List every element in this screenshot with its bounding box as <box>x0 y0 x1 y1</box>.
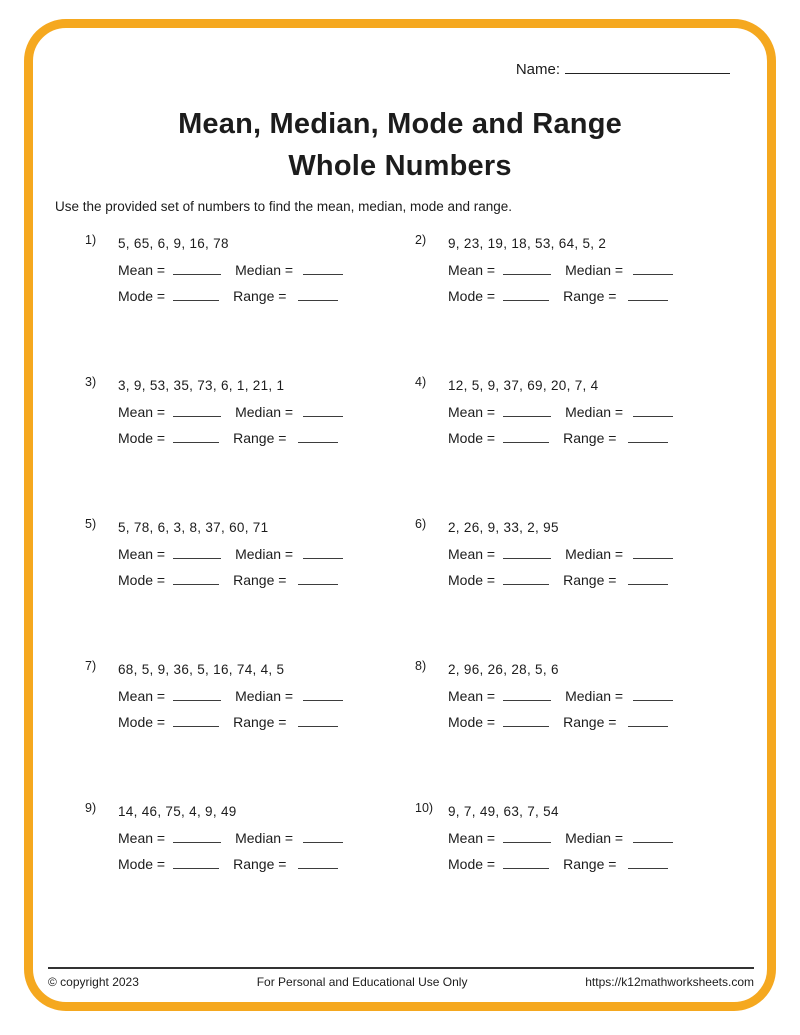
median-blank <box>303 547 343 559</box>
mode-range-line <box>118 709 343 735</box>
mean-label: Mean = <box>448 404 496 420</box>
mode-range-line <box>448 283 673 309</box>
mean-median-line <box>448 825 673 851</box>
median-blank <box>633 405 673 417</box>
problem-number: 4) <box>415 375 427 389</box>
problem-number: 2) <box>415 233 427 247</box>
range-blank <box>628 715 668 727</box>
mean-median-line <box>448 683 673 709</box>
number-set: 2, 26, 9, 33, 2, 95 <box>448 520 559 535</box>
range-blank <box>628 857 668 869</box>
problem-4 <box>415 373 730 451</box>
problem-2 <box>415 231 730 309</box>
problem-9 <box>85 799 415 877</box>
range-label: Range = <box>563 714 617 730</box>
mean-median-line <box>448 399 673 425</box>
problem-7 <box>85 657 415 735</box>
mode-label: Mode = <box>448 572 496 588</box>
instructions: Use the provided set of numbers to find the mean, median, mode and range. <box>55 199 513 214</box>
median-blank <box>303 263 343 275</box>
problem-number: 7) <box>85 659 97 673</box>
range-blank <box>298 715 338 727</box>
mean-blank <box>503 547 551 559</box>
mean-label: Mean = <box>448 262 496 278</box>
problem-8 <box>415 657 730 735</box>
mode-blank <box>503 431 549 443</box>
mode-blank <box>503 857 549 869</box>
problem-6 <box>415 515 730 593</box>
mean-median-line <box>118 541 343 567</box>
problem-number: 3) <box>85 375 97 389</box>
mean-blank <box>503 405 551 417</box>
mode-label: Mode = <box>118 430 166 446</box>
mode-blank <box>173 573 219 585</box>
mode-blank <box>173 431 219 443</box>
median-blank <box>303 831 343 843</box>
mode-blank <box>503 715 549 727</box>
mean-blank <box>503 831 551 843</box>
number-set: 9, 23, 19, 18, 53, 64, 5, 2 <box>448 236 607 251</box>
mean-blank <box>173 831 221 843</box>
mode-blank <box>173 715 219 727</box>
mean-label: Mean = <box>118 688 166 704</box>
name-underline <box>565 60 730 74</box>
problem-3 <box>85 373 415 451</box>
median-blank <box>633 263 673 275</box>
mode-label: Mode = <box>448 430 496 446</box>
mode-blank <box>503 289 549 301</box>
range-blank <box>298 431 338 443</box>
range-blank <box>628 289 668 301</box>
number-set: 14, 46, 75, 4, 9, 49 <box>118 804 237 819</box>
median-blank <box>633 689 673 701</box>
mode-blank <box>173 289 219 301</box>
mode-label: Mode = <box>448 714 496 730</box>
page-title <box>0 104 800 188</box>
range-label: Range = <box>233 430 287 446</box>
mean-blank <box>503 263 551 275</box>
problem-5 <box>85 515 415 593</box>
mode-label: Mode = <box>118 288 166 304</box>
mean-median-line <box>448 541 673 567</box>
median-label: Median = <box>565 688 624 704</box>
median-blank <box>633 831 673 843</box>
median-label: Median = <box>235 262 294 278</box>
mode-range-line <box>448 567 673 593</box>
mean-median-line <box>118 399 343 425</box>
mean-blank <box>173 547 221 559</box>
mode-label: Mode = <box>448 288 496 304</box>
footer-url: https://k12mathworksheets.com <box>585 975 754 989</box>
mean-blank <box>173 263 221 275</box>
number-set: 3, 9, 53, 35, 73, 6, 1, 21, 1 <box>118 378 285 393</box>
median-blank <box>303 689 343 701</box>
number-set: 12, 5, 9, 37, 69, 20, 7, 4 <box>448 378 599 393</box>
mean-label: Mean = <box>448 830 496 846</box>
problems-grid <box>85 231 730 877</box>
median-blank <box>303 405 343 417</box>
mean-label: Mean = <box>118 262 166 278</box>
number-set: 5, 78, 6, 3, 8, 37, 60, 71 <box>118 520 269 535</box>
mode-label: Mode = <box>118 572 166 588</box>
footer <box>48 967 754 989</box>
range-label: Range = <box>233 288 287 304</box>
number-set: 68, 5, 9, 36, 5, 16, 74, 4, 5 <box>118 662 285 677</box>
mode-range-line <box>448 851 673 877</box>
title-line-2: Whole Numbers <box>288 149 512 182</box>
problem-1 <box>85 231 415 309</box>
mean-blank <box>173 689 221 701</box>
range-blank <box>298 289 338 301</box>
range-blank <box>298 573 338 585</box>
mode-range-line <box>448 709 673 735</box>
problem-number: 10) <box>415 801 434 815</box>
problem-number: 6) <box>415 517 427 531</box>
mode-blank <box>503 573 549 585</box>
mean-blank <box>173 405 221 417</box>
range-label: Range = <box>563 856 617 872</box>
range-label: Range = <box>233 572 287 588</box>
problem-10 <box>415 799 730 877</box>
mean-median-line <box>118 257 343 283</box>
range-label: Range = <box>563 572 617 588</box>
median-label: Median = <box>235 546 294 562</box>
mean-label: Mean = <box>118 830 166 846</box>
median-label: Median = <box>565 262 624 278</box>
mode-label: Mode = <box>448 856 496 872</box>
number-set: 2, 96, 26, 28, 5, 6 <box>448 662 559 677</box>
mean-blank <box>503 689 551 701</box>
mean-label: Mean = <box>118 404 166 420</box>
range-blank <box>298 857 338 869</box>
mode-label: Mode = <box>118 856 166 872</box>
problem-number: 8) <box>415 659 427 673</box>
number-set: 5, 65, 6, 9, 16, 78 <box>118 236 229 251</box>
mode-blank <box>173 857 219 869</box>
mean-median-line <box>118 825 343 851</box>
range-label: Range = <box>563 430 617 446</box>
mean-label: Mean = <box>448 546 496 562</box>
range-blank <box>628 431 668 443</box>
median-label: Median = <box>235 404 294 420</box>
footer-copyright: © copyright 2023 <box>48 975 139 989</box>
mode-range-line <box>118 425 343 451</box>
range-label: Range = <box>233 856 287 872</box>
range-blank <box>628 573 668 585</box>
mode-label: Mode = <box>118 714 166 730</box>
range-label: Range = <box>563 288 617 304</box>
mode-range-line <box>118 567 343 593</box>
median-label: Median = <box>565 404 624 420</box>
mean-median-line <box>448 257 673 283</box>
mode-range-line <box>118 283 343 309</box>
mean-label: Mean = <box>118 546 166 562</box>
number-set: 9, 7, 49, 63, 7, 54 <box>448 804 559 819</box>
problem-number: 5) <box>85 517 97 531</box>
mode-range-line <box>118 851 343 877</box>
median-label: Median = <box>235 688 294 704</box>
name-label: Name: <box>515 61 560 78</box>
problem-number: 9) <box>85 801 97 815</box>
median-blank <box>633 547 673 559</box>
problem-number: 1) <box>85 233 97 247</box>
name-row <box>516 60 730 78</box>
mean-label: Mean = <box>448 688 496 704</box>
title-line-1: Mean, Median, Mode and Range <box>178 108 622 140</box>
median-label: Median = <box>565 830 624 846</box>
footer-usage-note: For Personal and Educational Use Only <box>256 975 468 989</box>
median-label: Median = <box>235 830 294 846</box>
mean-median-line <box>118 683 343 709</box>
median-label: Median = <box>565 546 624 562</box>
range-label: Range = <box>233 714 287 730</box>
mode-range-line <box>448 425 673 451</box>
